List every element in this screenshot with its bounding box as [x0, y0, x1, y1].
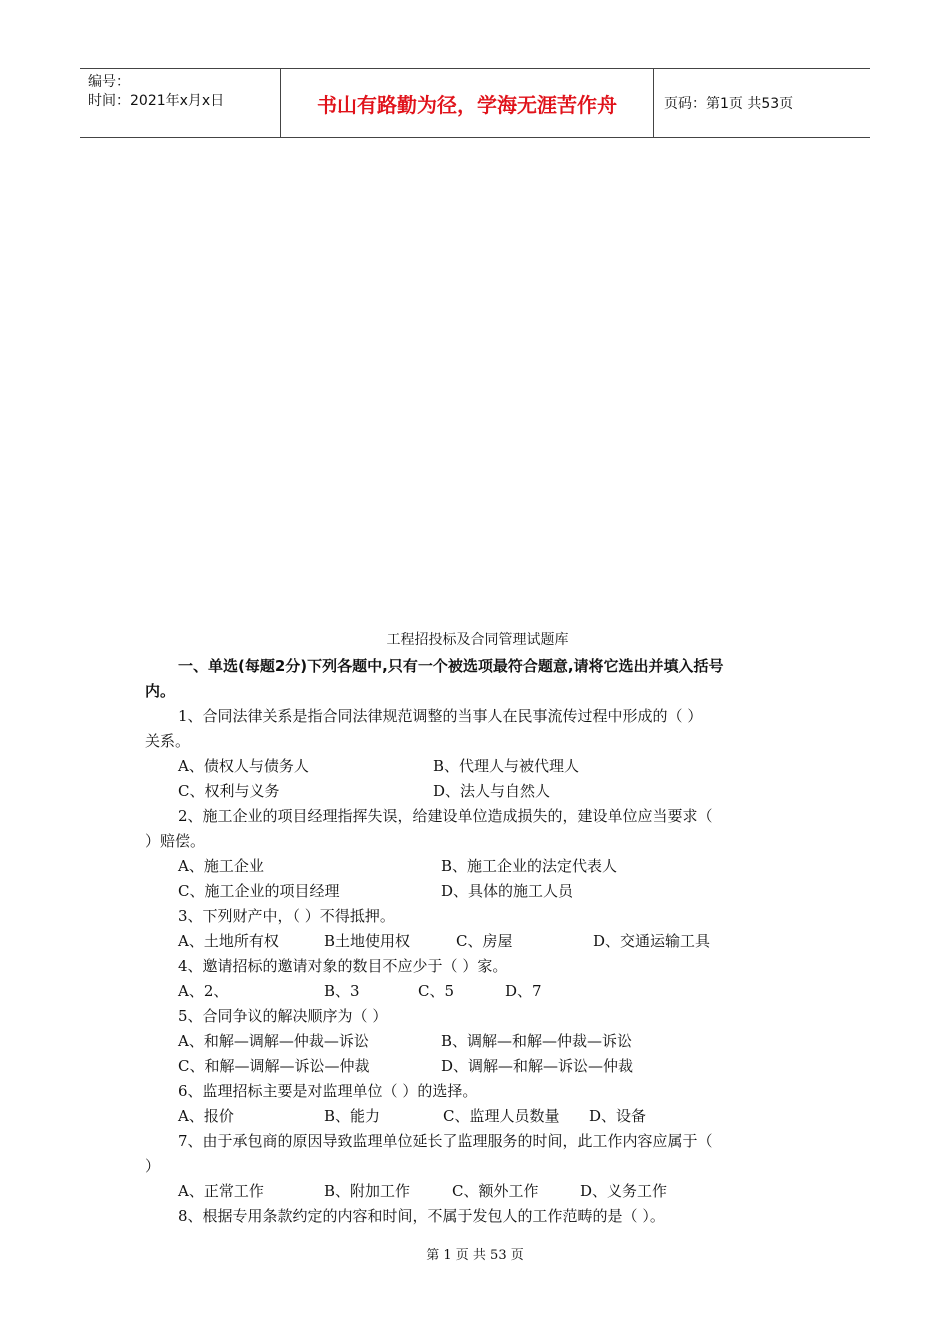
header-meta: [80, 69, 280, 137]
section-heading: 一、单选(每题2分)下列各题中,只有一个被选项最符合题意,请将它选出并填入括号: [178, 657, 724, 675]
option: B土地使用权: [324, 932, 411, 950]
option: D、义务工作: [580, 1182, 668, 1200]
question-2: 2、施工企业的项目经理指挥失误，给建设单位造成损失的，建设单位应当要求（: [178, 807, 713, 825]
question-1-cont: 关系。: [145, 732, 191, 750]
option: C、权利与义务: [178, 782, 280, 800]
option: B、3: [324, 982, 360, 1000]
document-title: 工程招投标及合同管理试题库: [386, 632, 569, 648]
option: D、设备: [589, 1107, 647, 1125]
option-row: [145, 779, 810, 804]
question-8: 8、根据专用条款约定的内容和时间，不属于发包人的工作范畴的是（ ）。: [178, 1207, 665, 1225]
option: A、正常工作: [178, 1182, 264, 1200]
question-7: 7、由于承包商的原因导致监理单位延长了监理服务的时间，此工作内容应属于（: [178, 1132, 713, 1150]
option: A、报价: [178, 1107, 234, 1125]
option-row: [145, 1179, 810, 1204]
option: D、调解—和解—诉讼—仲裁: [441, 1057, 634, 1075]
question-5: 5、合同争议的解决顺序为（ ）: [178, 1007, 388, 1025]
option-row: [145, 979, 810, 1004]
header-divider: [653, 69, 654, 137]
option-row: [145, 1029, 810, 1054]
option: D、法人与自然人: [433, 782, 551, 800]
option-row: [145, 929, 810, 954]
option: C、5: [418, 982, 455, 1000]
time-label: 时间：2021年x月x日: [88, 93, 225, 109]
header-motto: 书山有路勤为径，学海无涯苦作舟: [317, 92, 617, 117]
option: B、能力: [324, 1107, 381, 1125]
document-header: [80, 68, 870, 138]
option: C、监理人员数量: [443, 1107, 560, 1125]
option: D、7: [505, 982, 542, 1000]
option: B、施工企业的法定代表人: [441, 857, 618, 875]
question-3: 3、下列财产中，（ ）不得抵押。: [178, 907, 395, 925]
option-row: [145, 879, 810, 904]
option: B、代理人与被代理人: [433, 757, 580, 775]
option: A、施工企业: [178, 857, 264, 875]
header-page-info: 页码：第1页 共53页: [664, 96, 794, 112]
option: D、交通运输工具: [593, 932, 711, 950]
question-2-cont: ）赔偿。: [145, 832, 206, 850]
option-row: [145, 1054, 810, 1079]
option-row: [145, 854, 810, 879]
number-label: 编号：: [88, 74, 130, 90]
option: C、施工企业的项目经理: [178, 882, 340, 900]
question-4: 4、邀请招标的邀请对象的数目不应少于（ ）家。: [178, 957, 508, 975]
option: B、调解—和解—仲裁—诉讼: [441, 1032, 633, 1050]
document-body: [145, 628, 810, 1229]
option: D、具体的施工人员: [441, 882, 574, 900]
option: C、房屋: [456, 932, 513, 950]
option: A、债权人与债务人: [178, 757, 309, 775]
option: A、2、: [178, 982, 229, 1000]
option: B、附加工作: [324, 1182, 411, 1200]
option: A、土地所有权: [178, 932, 279, 950]
option-row: [145, 754, 810, 779]
page-footer: 第 1 页 共 53 页: [426, 1248, 524, 1263]
question-1: 1、合同法律关系是指合同法律规范调整的当事人在民事流传过程中形成的（ ）: [178, 707, 703, 725]
section-heading-cont: 内。: [145, 682, 176, 700]
option: A、和解—调解—仲裁—诉讼: [178, 1032, 369, 1050]
question-7-cont: ）: [145, 1157, 161, 1175]
option: C、额外工作: [452, 1182, 539, 1200]
question-6: 6、监理招标主要是对监理单位（ ）的选择。: [178, 1082, 478, 1100]
option: C、和解—调解—诉讼—仲裁: [178, 1057, 370, 1075]
option-row: [145, 1104, 810, 1129]
